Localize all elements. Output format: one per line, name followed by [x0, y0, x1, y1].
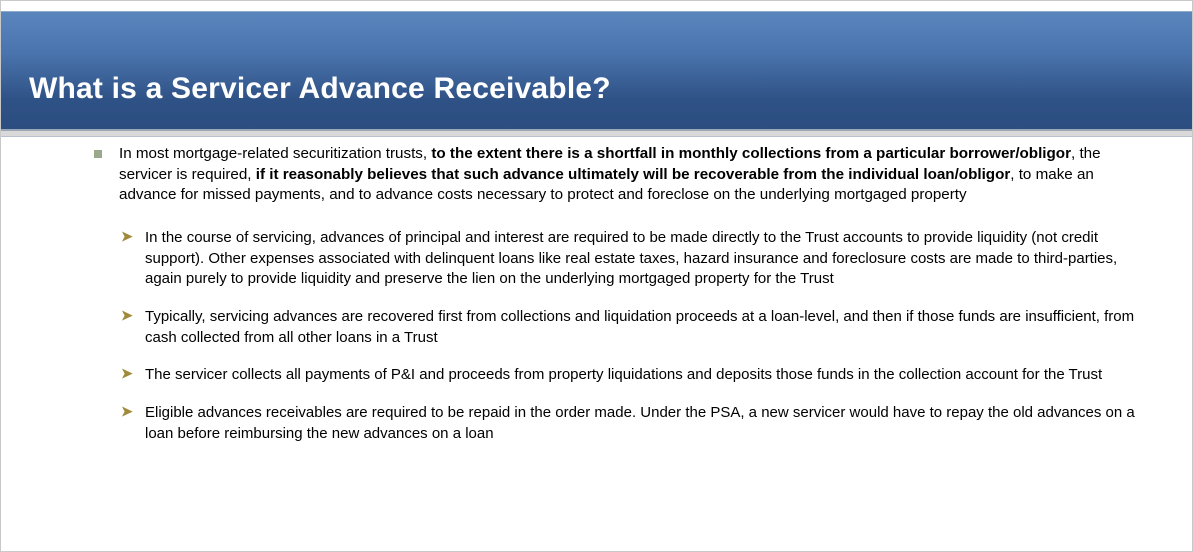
arrow-bullet-icon: ➤	[121, 228, 133, 245]
bullet-text-part2: , the servicer is required,	[119, 145, 1101, 183]
bullet-text-part1: In most mortgage-related securitization trusts,	[119, 145, 432, 162]
bullet-level2	[1, 365, 1192, 386]
bullet-level2	[1, 403, 1192, 444]
square-bullet-icon	[94, 150, 102, 158]
bullet-level2-text: In the course of servicing, advances of principal and interest are required to be made directly to the Trust accounts to provide liquidity (not credit support). Other expenses associated with delinquent loans like real estate taxes, hazard insurance and foreclosure costs are made to third-parties, again purely to provide liquidity and preserve the lien on the underlying mortgaged property for the Trust	[145, 229, 1118, 288]
bullet-level2-text: Typically, servicing advances are recovered first from collections and liquidation proceeds at a loan-level, and then if those funds are insufficient, from cash collected from all other loans in a Trust	[145, 308, 1135, 346]
title-banner	[1, 11, 1192, 129]
bullet-level1	[1, 144, 1192, 206]
page-title: What is a Servicer Advance Receivable?	[29, 72, 611, 105]
bullet-level2	[1, 307, 1192, 348]
slide-body	[1, 144, 1192, 462]
arrow-bullet-icon: ➤	[121, 403, 133, 420]
bullet-text-part3: , to make an advance for missed payments, and to advance costs necessary to protect and foreclose on the underlying mortgaged property	[119, 165, 1094, 204]
bullet-text-bold1: to the extent there is a shortfall in monthly collections from a particular borrower/obligor	[431, 145, 1071, 162]
bullet-level2-text: Eligible advances receivables are required to be repaid in the order made. Under the PSA, a new servicer would have to repay the old advances on a loan before reimbursing the new advances on a loan	[145, 404, 1135, 442]
bullet-level2	[1, 228, 1192, 290]
title-divider	[1, 129, 1192, 137]
bullet-text-bold2: if it reasonably believes that such advance ultimately will be recoverable from the individual loan/obligor	[255, 165, 1011, 183]
arrow-bullet-icon: ➤	[121, 365, 133, 382]
bullet-level2-text: The servicer collects all payments of P&I and proceeds from property liquidations and deposits those funds in the collection account for the Trust	[145, 366, 1103, 384]
arrow-bullet-icon: ➤	[121, 307, 133, 324]
